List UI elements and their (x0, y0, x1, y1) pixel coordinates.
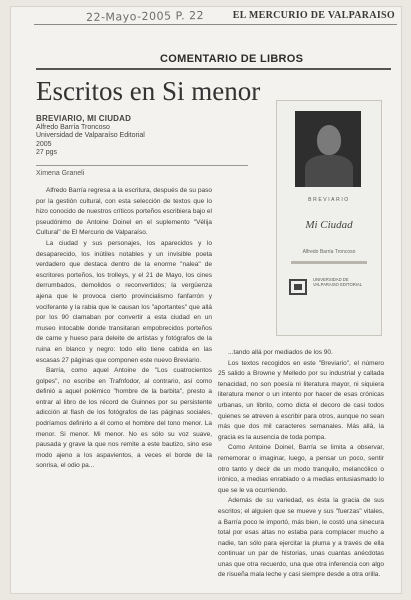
publisher-logo-icon (289, 279, 307, 295)
paragraph: Además de su variedad, es ésta la gracia de sus escritos; el alguien que se mueve y sus "fuerzas" vitales, a Barría poco le importó, más bien, le costó una sinecura total por esas altas no estaba para complacer mucho a nadie, tan sólo para ejercitar la pluma y a través de ella continuar un par de historias, unas cuantas anécdotas unas que otra recuerdo, una que otra inferencia con algo de risueña mala leche y casi siempre desde a otra orilla. (218, 497, 384, 579)
cover-divider (291, 261, 367, 264)
paragraph: Alfredo Barría regresa a la escritura, después de su paso por la gestión cultural, con esta selección de textos que lo hizo conocido de nuestros críticos porteños escribiera bajo el pseudónimo de Antoine Doinel en el suplemento "Vélija Cultural" de El Mercurio de Valparaíso. (36, 187, 212, 237)
book-cover-image (276, 100, 382, 336)
paragraph: ...tando allá por mediados de los 90. (228, 349, 333, 356)
book-publisher: Universidad de Valparaíso Editorial (36, 132, 145, 139)
portrait-face (317, 125, 341, 155)
book-title: BREVIARIO, MI CIUDAD (36, 114, 132, 123)
book-info (36, 115, 246, 158)
headline: Escritos en Si menor (36, 76, 261, 106)
paragraph: La ciudad y sus personajes, los aparecidos y lo desaparecido, los inútiles notables y un invisible poeta verdadero que destaca dentro de la enorme "nalea" de escritores porteños, los trolleys, y el 21 de Mayo, los cines derrumbados, demolidos o reconvertidos; la vergüenza ajena que le provoca cierto provincialismo fanfarrón y vociferante y la rabia que le causan los "aportantes" que allá por los 90 clamaban por convertir a esta ciudad en un museo intocable donde transitaran empobrecidos porteños de carne y hueso para deleite de artistas y fotógrafos de la ruina en blanco y negro: todo ello tiene cabida en las escasas 27 páginas que componen este nuevo Breviario. (36, 239, 212, 364)
book-author: Alfredo Barría Troncoso (36, 123, 110, 131)
header-rule (34, 24, 397, 25)
article-column-2 (218, 348, 384, 581)
cover-series: BREVIARIO (308, 197, 350, 203)
reviewer-name: Ximena Graneli (36, 170, 85, 177)
paragraph: Barría, como aquel Antoine de "Los cuatrocientos golpes", no escribe en Trafnfodor, al contrario, así como definió a aquel polémico "hombre de la barbita", presto a entrar al libro de los récord de Guinnes por su persistente adicción al flash de los fotógrafos de las páginas sociales, podríamos definirlo a él como el hombre del tono menor. La menor. Si menor. Mi menor. No es sólo su voz suave, pausada y grave la que nos remite a este bautizo, sino ese modo ajeno a los aspavientos, a veces el borde de la sonrisa, el odio pa... (36, 367, 212, 470)
handwritten-date: 22-Mayo-2005 P. 22 (85, 8, 205, 25)
portrait-body (305, 155, 353, 187)
cover-publisher: UNIVERSIDAD DE VALPARAISO EDITORIAL (313, 277, 363, 287)
author-photo (295, 111, 361, 187)
section-label: COMENTARIO DE LIBROS (160, 53, 304, 65)
book-year: 2005 (36, 140, 52, 148)
paragraph: Como Antoine Doinel, Barría se limita a observar, rememorar o imaginar, luego, a pensar un poco, sentir otro tanto y decir de un modo tranquilo, melancólico o irónico, a medias enrabiado o a medias entusiasmado lo que se le va ocurriendo. (218, 444, 384, 494)
book-pages: 27 pgs (36, 149, 58, 156)
article-column-1 (36, 186, 212, 472)
author-rule (36, 165, 248, 166)
cover-title: Mi Ciudad (305, 219, 353, 231)
section-rule (36, 68, 391, 70)
newspaper-name: EL MERCURIO DE VALPARAISO (232, 10, 395, 21)
paragraph: Los textos recogidos en este "Breviario", el número 25 salido a Browne y Melledo por su industrial y callada tenacidad, no son poesía ni literatura mayor, ni siquiera literatura menor o un intento por hacer de esas crónicas urbanas, un librito, como dicta el decoro de casi todos quienes se atreven a escribir para otros, aunque no sean más que dos mil caracteres semanales. Más allá, la gracia es la ausencia de toda pompa. (218, 359, 384, 441)
cover-author: Alfredo Barría Troncoso (302, 249, 356, 255)
